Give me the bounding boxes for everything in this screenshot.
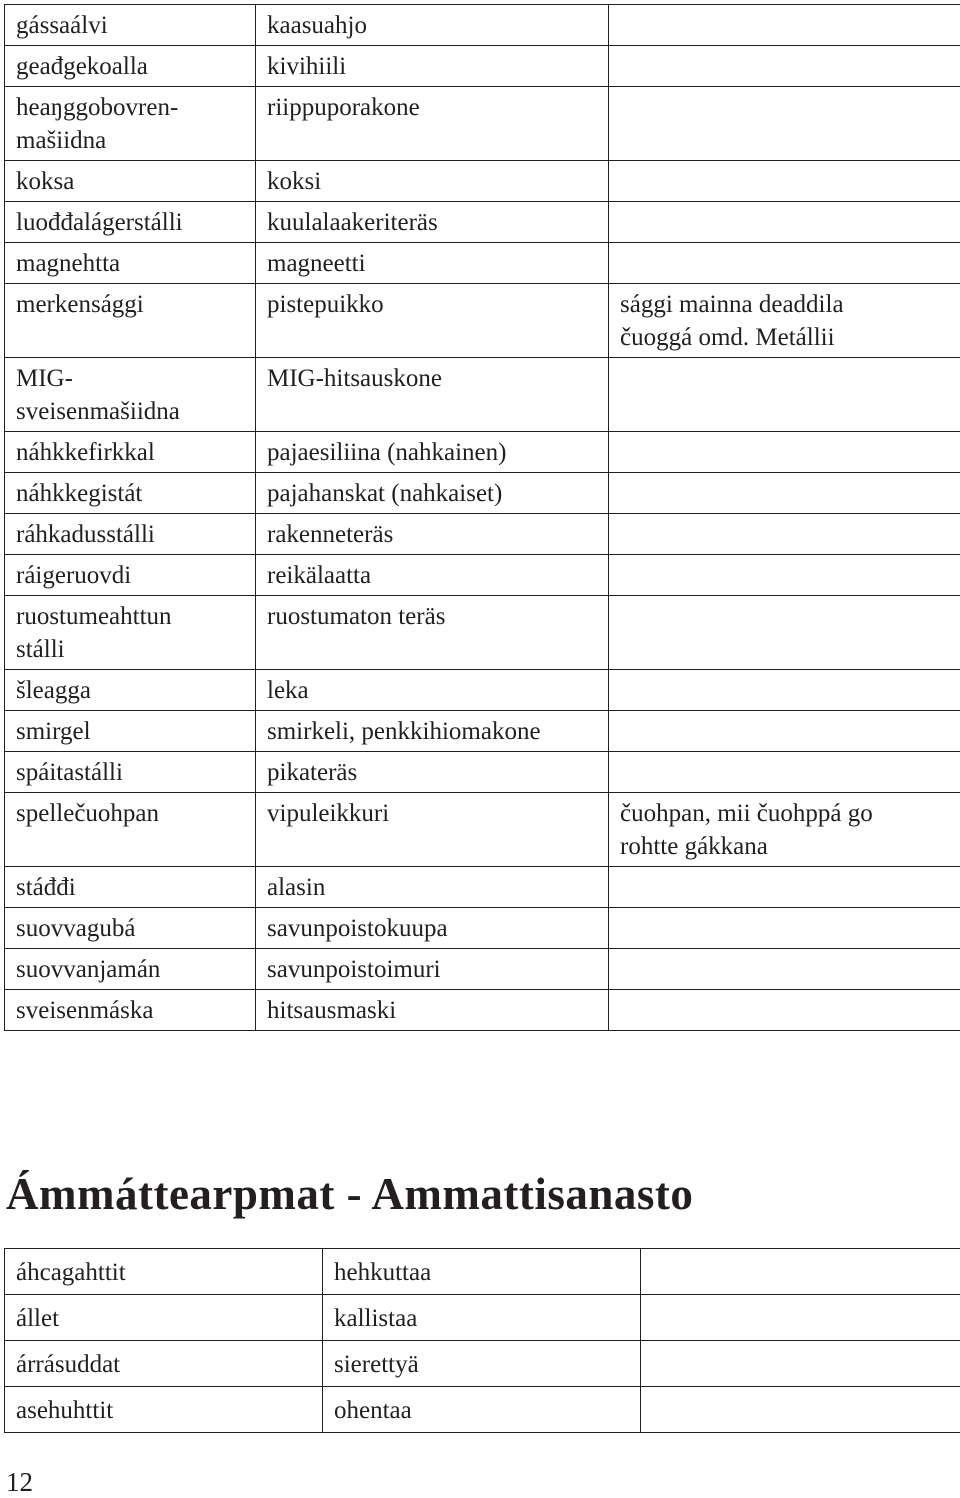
note-cell xyxy=(641,1249,960,1295)
table-row xyxy=(5,1341,960,1387)
table-row xyxy=(5,949,960,990)
sami-term-cell: ruostumeahttun stálli xyxy=(5,596,256,670)
table-row xyxy=(5,5,960,46)
table-row xyxy=(5,161,960,202)
finnish-term-cell: ruostumaton teräs xyxy=(256,596,609,670)
table-row xyxy=(5,908,960,949)
sami-term-cell: náhkkegistát xyxy=(5,473,256,514)
note-cell xyxy=(609,555,960,596)
table-row xyxy=(5,711,960,752)
finnish-term-cell: alasin xyxy=(256,867,609,908)
table-row xyxy=(5,555,960,596)
table-row xyxy=(5,514,960,555)
sami-term-cell: árrásuddat xyxy=(5,1341,323,1387)
sami-term-cell: šleagga xyxy=(5,670,256,711)
note-cell xyxy=(609,358,960,432)
note-cell xyxy=(609,596,960,670)
sami-term-cell: MIG- sveisenmašiidna xyxy=(5,358,256,432)
sami-term-cell: állet xyxy=(5,1295,323,1341)
sami-term-cell: koksa xyxy=(5,161,256,202)
sami-term-cell: smirgel xyxy=(5,711,256,752)
sami-term-cell: spellečuohpan xyxy=(5,793,256,867)
table-row xyxy=(5,87,960,161)
table-row xyxy=(5,473,960,514)
finnish-term-cell: koksi xyxy=(256,161,609,202)
note-cell xyxy=(609,670,960,711)
finnish-term-cell: ohentaa xyxy=(323,1387,641,1433)
page-number: 12 xyxy=(6,1467,33,1497)
sami-term-cell: sveisenmáska xyxy=(5,990,256,1031)
table-row xyxy=(5,284,960,358)
sami-term-cell: geađgekoalla xyxy=(5,46,256,87)
finnish-term-cell: reikälaatta xyxy=(256,555,609,596)
table-row xyxy=(5,670,960,711)
finnish-term-cell: pajahanskat (nahkaiset) xyxy=(256,473,609,514)
note-cell xyxy=(609,473,960,514)
table-row xyxy=(5,358,960,432)
table-row xyxy=(5,1387,960,1433)
table-row xyxy=(5,202,960,243)
finnish-term-cell: pikateräs xyxy=(256,752,609,793)
note-cell: sággi mainna deaddila čuoggá omd. Metállii xyxy=(609,284,960,358)
sami-term-cell: luođđalágerstálli xyxy=(5,202,256,243)
section-heading: Ámmáttearpmat - Ammattisanasto xyxy=(6,1169,694,1219)
sami-term-cell: suovvanjamán xyxy=(5,949,256,990)
sami-term-cell: áhcagahttit xyxy=(5,1249,323,1295)
table-row xyxy=(5,990,960,1031)
table-row xyxy=(5,1249,960,1295)
table-row xyxy=(5,1295,960,1341)
finnish-term-cell: vipuleikkuri xyxy=(256,793,609,867)
table-row xyxy=(5,432,960,473)
note-cell xyxy=(609,514,960,555)
finnish-term-cell: leka xyxy=(256,670,609,711)
note-cell xyxy=(609,46,960,87)
note-cell xyxy=(609,867,960,908)
finnish-term-cell: savunpoistoimuri xyxy=(256,949,609,990)
finnish-term-cell: hehkuttaa xyxy=(323,1249,641,1295)
sami-term-cell: magnehtta xyxy=(5,243,256,284)
finnish-term-cell: rakenneteräs xyxy=(256,514,609,555)
note-cell xyxy=(609,5,960,46)
sami-term-cell: asehuhttit xyxy=(5,1387,323,1433)
note-cell xyxy=(609,202,960,243)
finnish-term-cell: MIG-hitsauskone xyxy=(256,358,609,432)
table-row xyxy=(5,243,960,284)
note-cell xyxy=(609,432,960,473)
table-row xyxy=(5,867,960,908)
table-row xyxy=(5,793,960,867)
note-cell xyxy=(641,1341,960,1387)
note-cell xyxy=(609,908,960,949)
finnish-term-cell: hitsausmaski xyxy=(256,990,609,1031)
sami-term-cell: náhkkefirkkal xyxy=(5,432,256,473)
glossary-table-professional-terms xyxy=(4,1248,960,1433)
finnish-term-cell: magneetti xyxy=(256,243,609,284)
finnish-term-cell: kallistaa xyxy=(323,1295,641,1341)
note-cell xyxy=(609,949,960,990)
finnish-term-cell: pistepuikko xyxy=(256,284,609,358)
finnish-term-cell: sierettyä xyxy=(323,1341,641,1387)
note-cell xyxy=(609,990,960,1031)
note-cell xyxy=(609,752,960,793)
table-row xyxy=(5,46,960,87)
note-cell xyxy=(609,711,960,752)
note-cell xyxy=(641,1295,960,1341)
sami-term-cell: ráigeruovdi xyxy=(5,555,256,596)
note-cell xyxy=(609,243,960,284)
table-row xyxy=(5,752,960,793)
finnish-term-cell: pajaesiliina (nahkainen) xyxy=(256,432,609,473)
sami-term-cell: ráhkadusstálli xyxy=(5,514,256,555)
finnish-term-cell: smirkeli, penkkihiomakone xyxy=(256,711,609,752)
finnish-term-cell: kuulalaakeriteräs xyxy=(256,202,609,243)
finnish-term-cell: savunpoistokuupa xyxy=(256,908,609,949)
note-cell: čuohpan, mii čuohppá go rohtte gákkana xyxy=(609,793,960,867)
note-cell xyxy=(609,87,960,161)
sami-term-cell: spáitastálli xyxy=(5,752,256,793)
note-cell xyxy=(641,1387,960,1433)
sami-term-cell: suovvagubá xyxy=(5,908,256,949)
glossary-table-metal xyxy=(4,4,960,1031)
finnish-term-cell: kivihiili xyxy=(256,46,609,87)
sami-term-cell: stáđđi xyxy=(5,867,256,908)
finnish-term-cell: riippuporakone xyxy=(256,87,609,161)
note-cell xyxy=(609,161,960,202)
sami-term-cell: heaŋggobovren- mašiidna xyxy=(5,87,256,161)
sami-term-cell: gássaálvi xyxy=(5,5,256,46)
sami-term-cell: merkensággi xyxy=(5,284,256,358)
finnish-term-cell: kaasuahjo xyxy=(256,5,609,46)
table-row xyxy=(5,596,960,670)
